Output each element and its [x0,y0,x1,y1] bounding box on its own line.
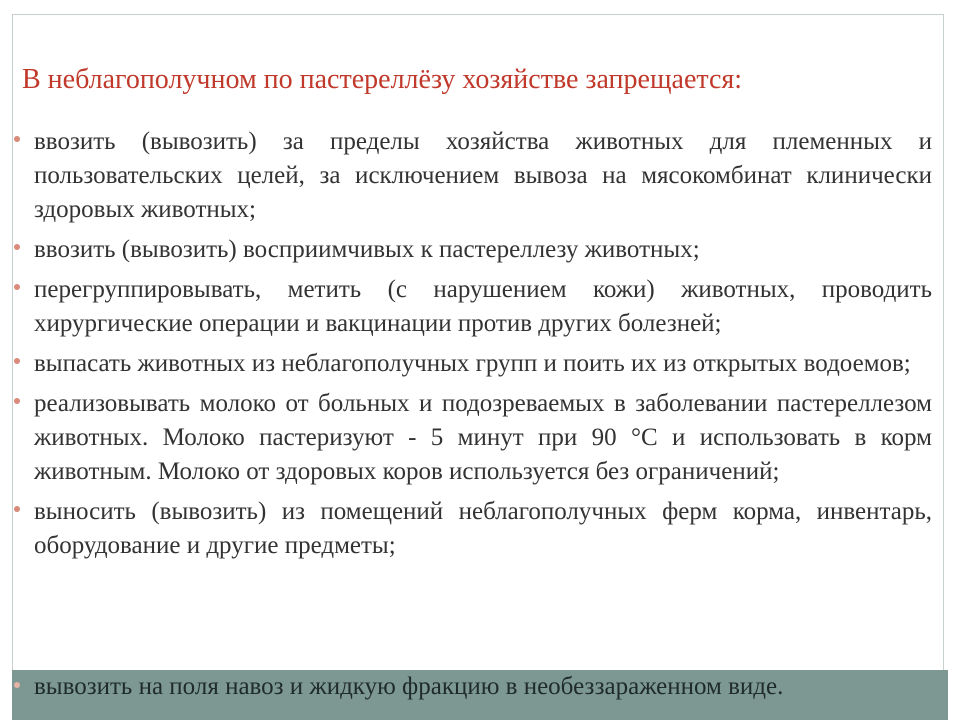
bullet-item [14,273,932,341]
bullet-text: выносить (вывозить) из помещений неблагополучных ферм корма, инвентарь, оборудование и другие предметы; [34,498,932,559]
bullet-item [14,495,932,563]
bullet-list [14,125,932,569]
footer-band [12,670,948,720]
bullet-dot-icon [14,136,20,142]
bullet-text: выпасать животных из неблагополучных групп и поить их из открытых водоемов; [34,350,911,377]
bullet-item [14,233,932,267]
bullet-item [14,125,932,227]
bullet-item [14,387,932,489]
bullet-item [14,347,932,381]
bullet-item [14,670,950,704]
slide-title: В неблагополучном по пастереллёзу хозяйстве запрещается: [22,64,743,95]
bullet-dot-icon [14,398,20,404]
bullet-dot-icon [14,284,20,290]
bullet-dot-icon [14,506,20,512]
bullet-dot-icon [14,682,20,688]
bullet-dot-icon [14,358,20,364]
bullet-text: вывозить на поля навоз и жидкую фракцию в необеззараженном виде. [34,673,784,700]
bullet-text: ввозить (вывозить) восприимчивых к пастереллезу животных; [34,236,700,263]
bullet-text: ввозить (вывозить) за пределы хозяйства животных для племенных и пользовательских целей, за исключением вывоза на мясокомбинат клинически здоровых животных; [34,128,932,223]
bullet-text: реализовывать молоко от больных и подозреваемых в заболевании пастереллезом животных. Молоко пастеризуют - 5 минут при 90 °С и использовать в корм животным. Молоко от здоровых коров используется без ограничений; [34,390,932,485]
bullet-text: перегруппировывать, метить (с нарушением кожи) животных, проводить хирургические операции и вакцинации против других болезней; [34,276,932,337]
bullet-dot-icon [14,244,20,250]
